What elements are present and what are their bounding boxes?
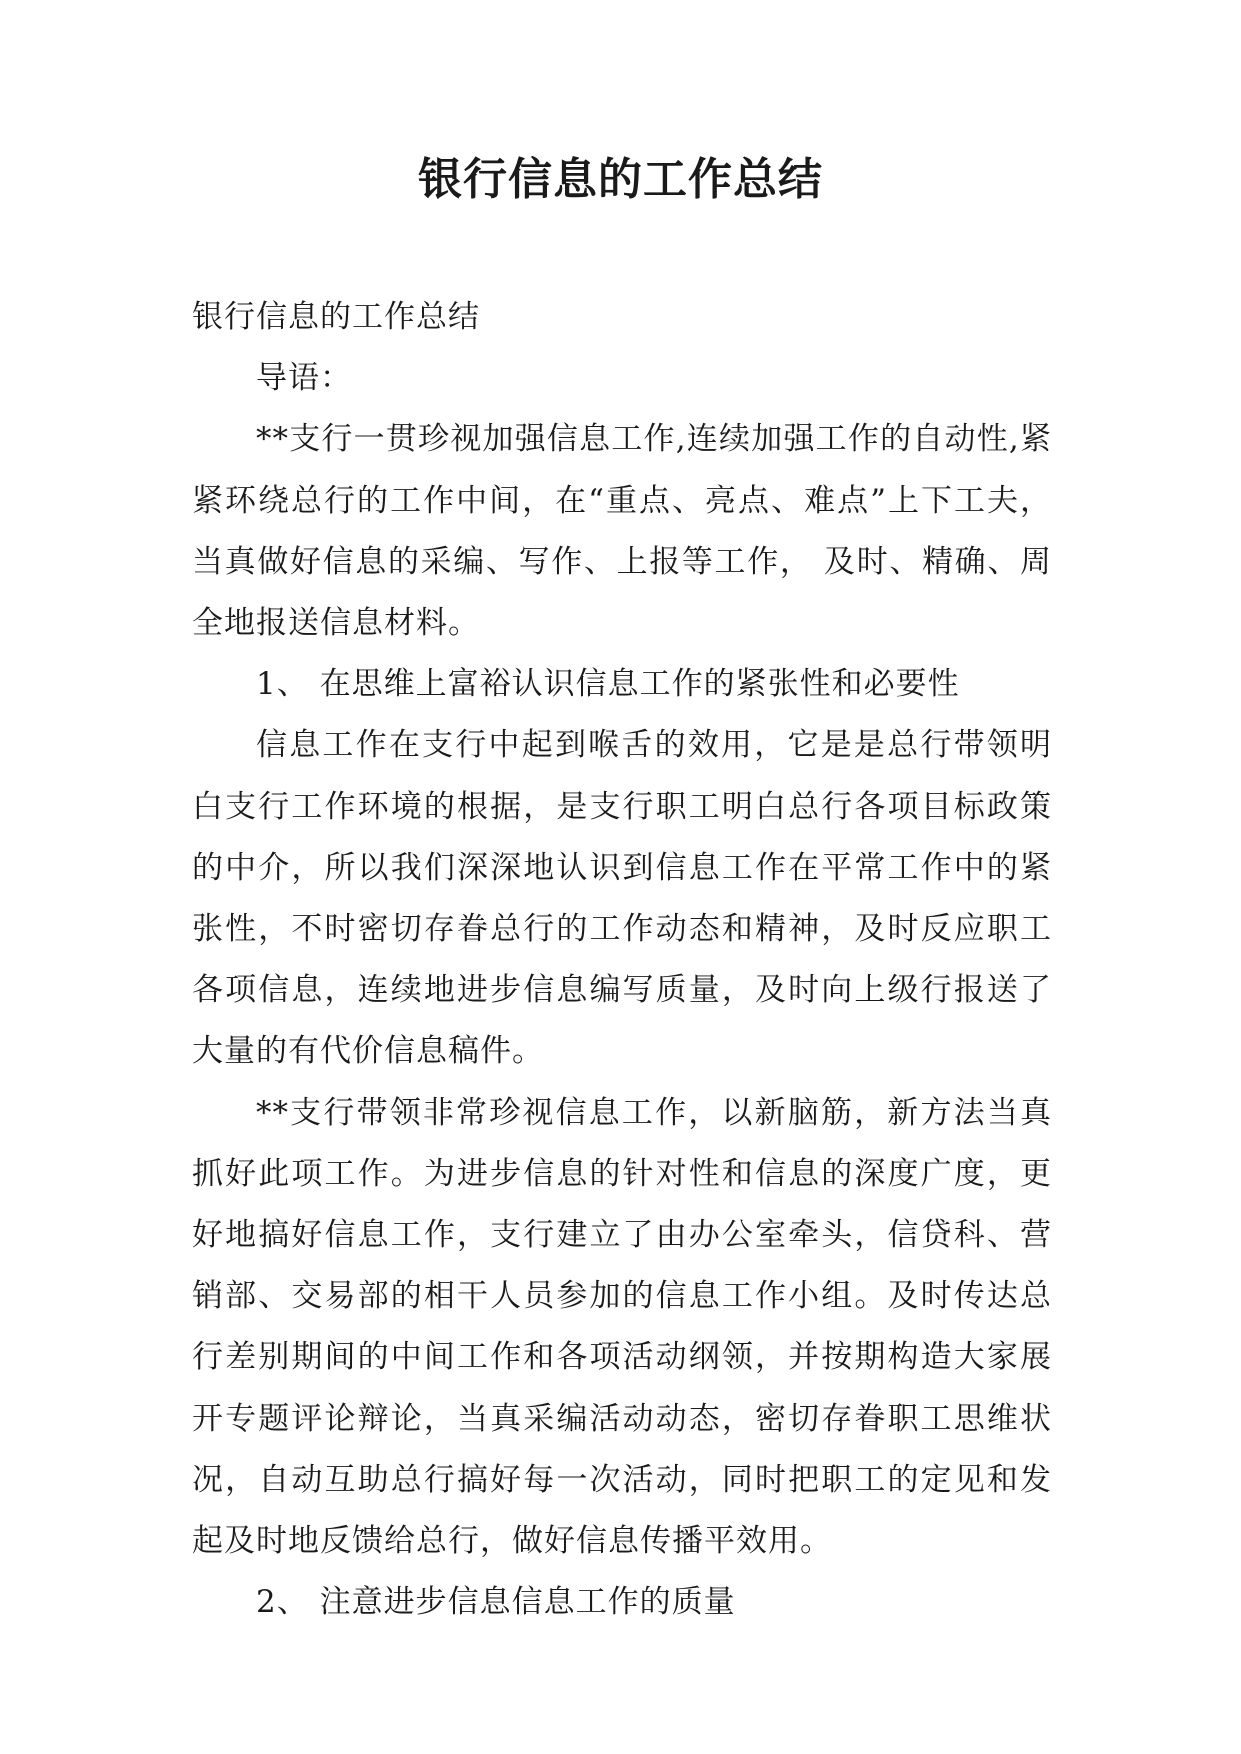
paragraph-heading: 银行信息的工作总结 <box>192 299 480 335</box>
paragraph-section-1-a: 信息工作在支行中起到喉舌的效用，它是是总行带领明白支行工作环境的根据，是支行职工明白总行各项目标政策的中介，所以我们深深地认识到信息工作在平常工作中的紧张性，不时密切存眷总行的工作动态和精神，及时反应职工各项信息，连续地进步信息编写质量，及时向上级行报送了大量的有代价信息稿件。 <box>192 727 1052 1070</box>
document-body <box>192 287 1052 1633</box>
document-title: 银行信息的工作总结 <box>418 154 823 205</box>
paragraph-section-1-b: **支行带领非常珍视信息工作，以新脑筋，新方法当真抓好此项工作。为进步信息的针对性和信息的深度广度，更好地搞好信息工作，支行建立了由办公室牵头，信贷科、营销部、交易部的相干人员参加的信息工作小组。及时传达总行差别期间的中间工作和各项活动纲领，并按期构造大家展开专题评论辩论，当真采编活动动态，密切存眷职工思维状况，自动互助总行搞好每一次活动，同时把职工的定见和发起及时地反馈给总行，做好信息传播平效用。 <box>192 1094 1052 1560</box>
section-heading-2: 2、 注意进步信息信息工作的质量 <box>256 1584 736 1621</box>
paragraph-intro-label: 导语： <box>256 360 352 397</box>
paragraph-intro: **支行一贯珍视加强信息工作,连续加强工作的自动性,紧紧环绕总行的工作中间，在“重点、亮点、难点”上下工夫，当真做好信息的采编、写作、上报等工作， 及时、精确、周全地报送信息材料。 <box>192 421 1052 642</box>
section-heading-1: 1、 在思维上富裕认识信息工作的紧张性和必要性 <box>256 666 960 703</box>
